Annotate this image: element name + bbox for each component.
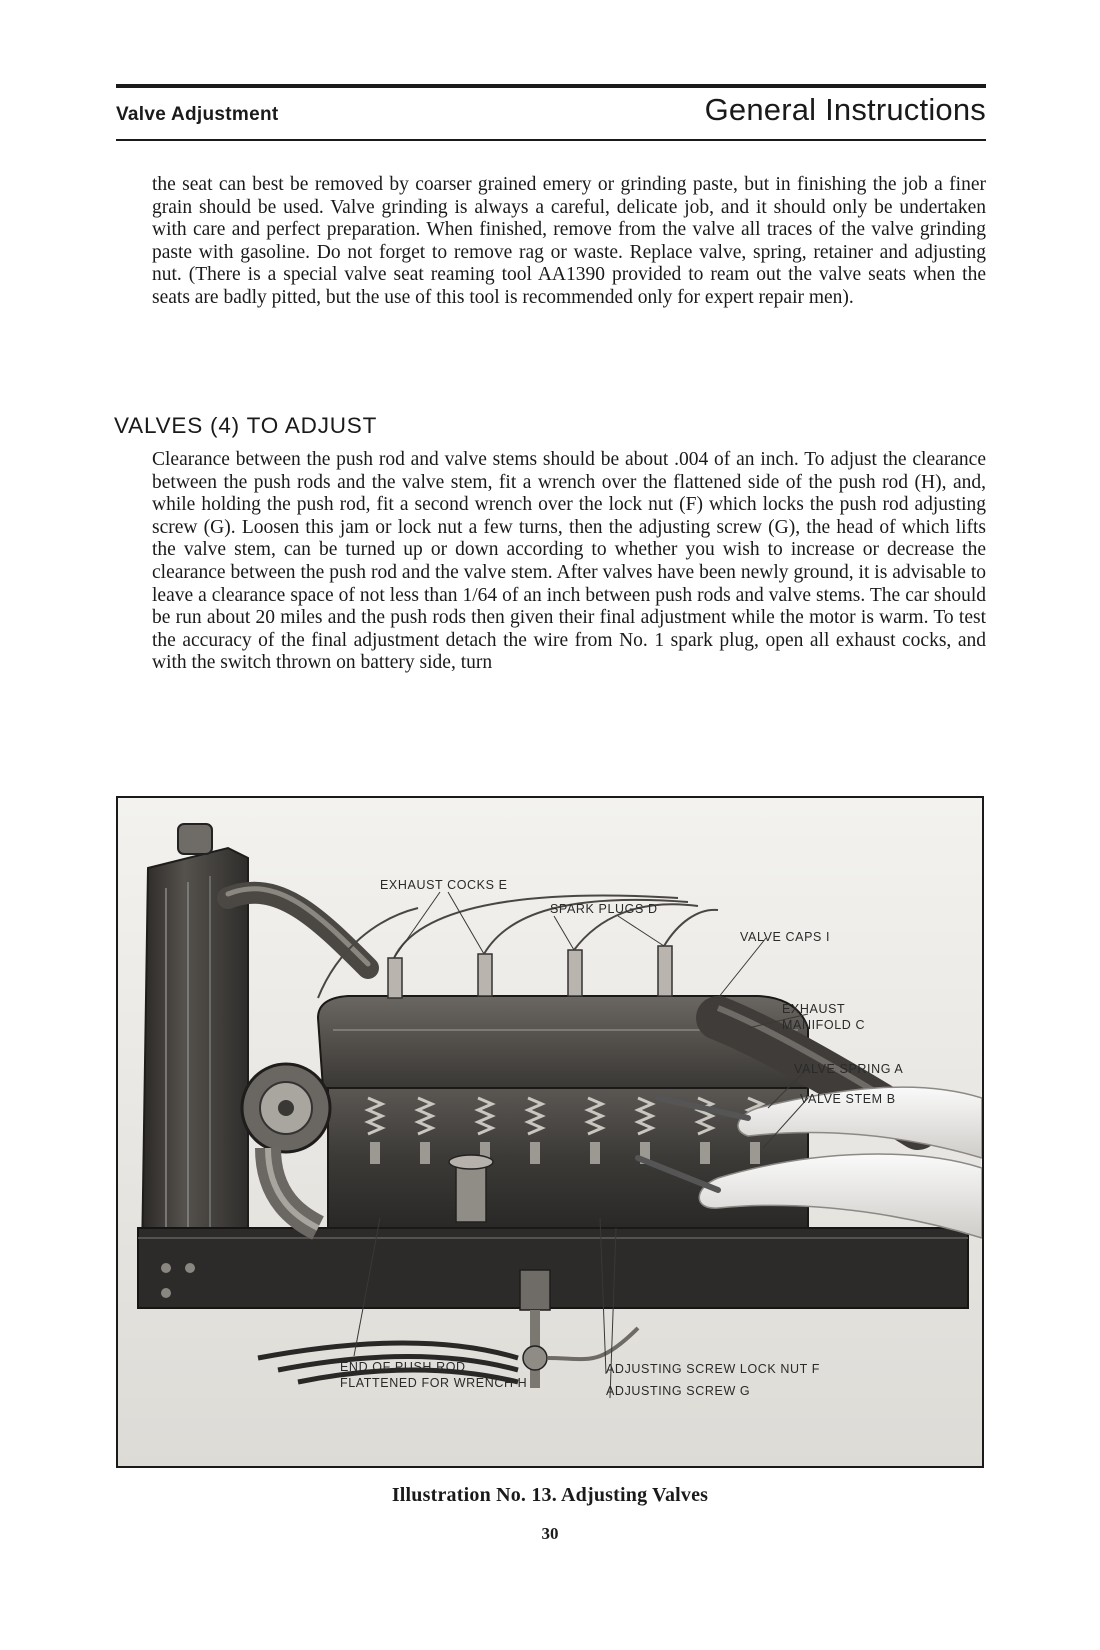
figure-caption: Illustration No. 13. Adjusting Valves <box>391 1484 709 1506</box>
section-paragraph: Clearance between the push rod and valve stems should be about .004 of an inch. To adjust the clearance between the push rods and the valve stem, fit a wrench over the flattened side of the push rod (H), and, while holding the push rod, fit a second wrench over the lock nut (F) which locks the push rod adjusting screw (G). Loosen this jam or lock nut a few turns, then the adjusting screw (G), the head of which lifts the valve stem, can be turned up or down according to whether you wish to increase or decrease the clearance between the push rod and the valve stem. After valves have been newly ground, it is advisable to leave a clearance space of not less than 1/64 of an inch between push rods and valve stems. The car should be run about 20 miles and the push rods then given their final adjustment while the motor is warm. To test the accuracy of the final adjustment detach the wire from No. 1 spark plug, open all exhaust cocks, and with the switch thrown on battery side, turn <box>152 449 986 674</box>
page-number: 30 <box>541 1524 559 1543</box>
engine-photo-drawing <box>118 798 982 1466</box>
intro-paragraph: the seat can best be removed by coarser grained emery or grinding paste, but in finishing the job a finer grain should be used. Valve grinding is always a careful, delicate job, and it should only be undertaken with care and perfect preparation. When finished, remove from the valve all traces of the valve grinding paste with gasoline. Do not forget to remove rag or waste. Replace valve, spring, retainer and adjusting nut. (There is a special valve seat reaming tool AA1390 provided to ream out the valve seats when the seats are badly pitted, but the use of this tool is recommended only for expert repair men). <box>152 174 986 308</box>
callout-exhaust-cocks: EXHAUST COCKS E <box>380 878 508 892</box>
callout-push-rod-line1: END OF PUSH ROD <box>340 1360 466 1374</box>
callout-spark-plugs: SPARK PLUGS D <box>550 902 658 916</box>
running-head-chapter: General Instructions <box>704 92 986 127</box>
callout-exhaust-manifold-line2: MANIFOLD C <box>782 1018 866 1032</box>
callout-exhaust-manifold-line1: EXHAUST <box>782 1002 846 1016</box>
running-head-section: Valve Adjustment <box>116 104 279 125</box>
header-rule-bottom <box>116 139 986 141</box>
section-heading: VALVES (4) TO ADJUST <box>114 413 378 438</box>
callout-adjusting-screw: ADJUSTING SCREW G <box>606 1384 751 1398</box>
engine-illustration <box>116 796 984 1468</box>
header-rule-top <box>116 84 986 88</box>
callout-push-rod-line2: FLATTENED FOR WRENCH H <box>340 1376 528 1390</box>
callout-valve-stem: VALVE STEM B <box>800 1092 896 1106</box>
callout-valve-caps: VALVE CAPS I <box>740 930 831 944</box>
callout-lock-nut: ADJUSTING SCREW LOCK NUT F <box>606 1362 820 1376</box>
callout-valve-spring: VALVE SPRING A <box>794 1062 904 1076</box>
